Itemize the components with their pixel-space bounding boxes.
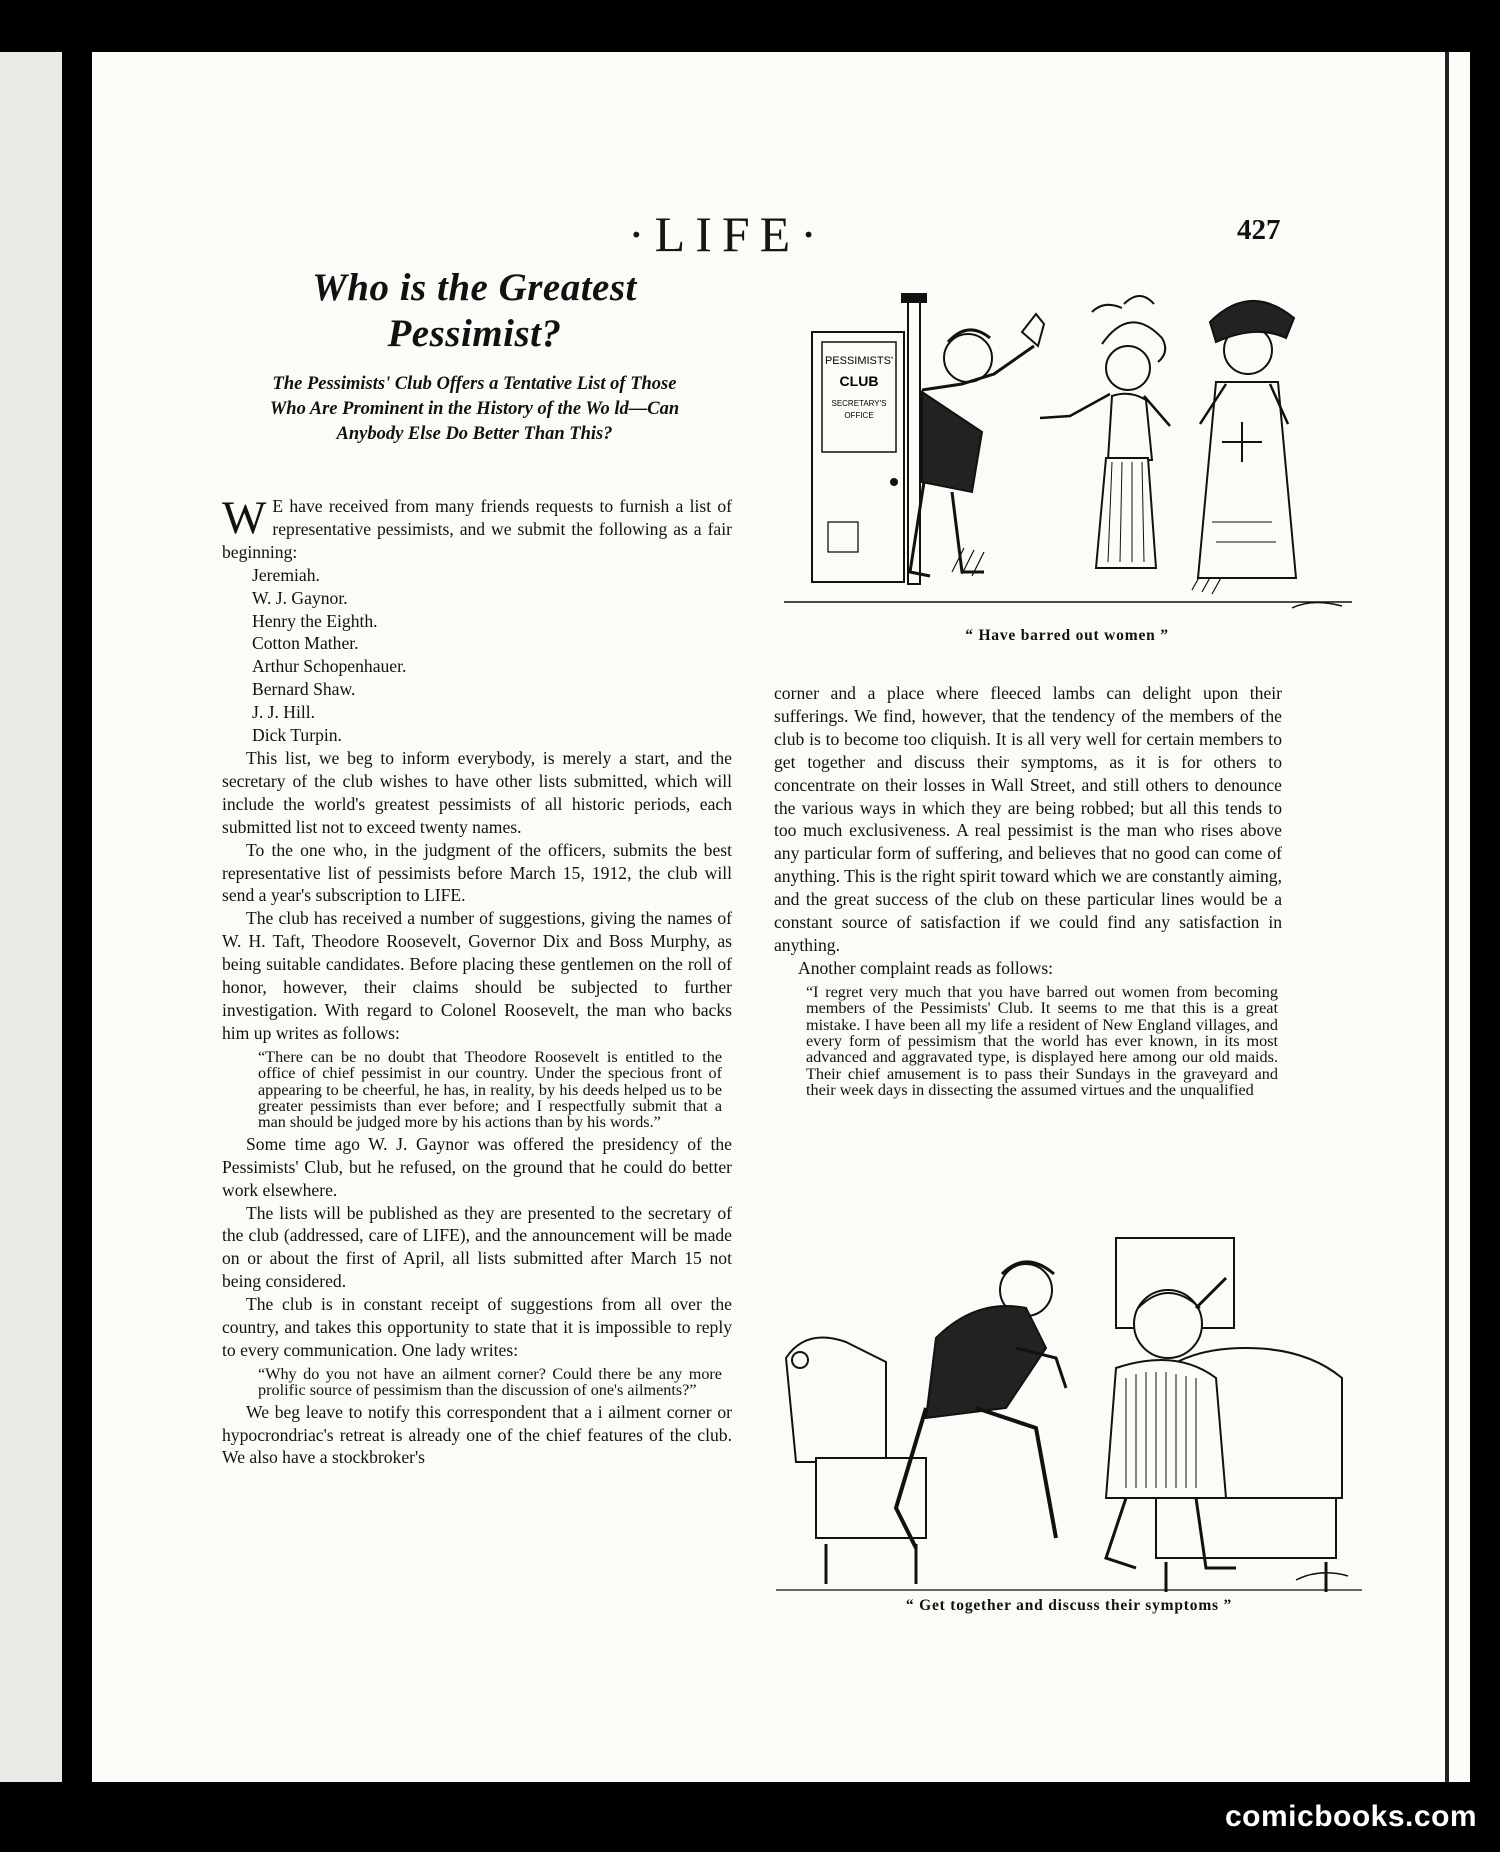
door-sign-line: PESSIMISTS' bbox=[824, 355, 894, 367]
previous-page-edge bbox=[0, 52, 62, 1782]
intro-text: E have received from many friends requests to furnish a list of representative pessimists, and we submit the following as a fair beginning: bbox=[222, 496, 732, 562]
page-edge-rule bbox=[1445, 52, 1449, 1782]
door-sign bbox=[825, 355, 893, 420]
door-sign-line: CLUB bbox=[839, 373, 879, 389]
paragraph: The club is in constant receipt of suggestions from all over the country, and takes this opportunity to state that it is impossible to reply to every communication. One lady writes: bbox=[222, 1294, 732, 1360]
drop-cap: W bbox=[222, 492, 267, 544]
masthead: ·LIFE· bbox=[628, 206, 827, 262]
paragraph: The club has received a number of suggestions, giving the names of W. H. Taft, Theodore Roosevelt, Governor Dix and Boss Murphy, as being suitable candidates. Before placing these gentlemen on the roll of honor, however, their claims should be subjected to further investigation. With regard to Colonel Roosevelt, the man who backs him up writes as follows: bbox=[222, 908, 732, 1043]
illustration-barred-women bbox=[772, 272, 1362, 622]
illustration-caption-top: “ Have barred out women ” bbox=[965, 627, 1169, 644]
artist-signature bbox=[1292, 602, 1342, 608]
list-item: W. J. Gaynor. bbox=[252, 587, 348, 608]
article-title-line-2: Pessimist? bbox=[387, 312, 562, 355]
blockquote: “I regret very much that you have barred out women from becoming members of the Pessimists' Club. It seems to me that this is a great mistake. I have been all my life a resident of New England villages, and every form of pessimism that the world has ever known, in its most advanced and aggravated type, is displayed here among our old maids. Their chief amusement is to pass their Sundays in the graveyard and their week days in dissecting the assumed virtues and the unqualified bbox=[806, 982, 1278, 1100]
list-item: J. J. Hill. bbox=[252, 702, 316, 723]
door-sign-line: SECRETARY'S bbox=[831, 399, 887, 408]
pessimist-list bbox=[252, 564, 732, 747]
paragraph: This list, we beg to inform everybody, is merely a start, and the secretary of the club wishes to have other lists submitted, which will include the world's greatest pessimists of all historic periods, each submitted list not to exceed twenty names. bbox=[222, 747, 732, 837]
list-item: Bernard Shaw. bbox=[252, 679, 356, 700]
list-item: Cotton Mather. bbox=[252, 633, 359, 654]
list-item: Henry the Eighth. bbox=[252, 610, 378, 631]
intro-paragraph bbox=[222, 492, 732, 564]
article-title-line-1: Who is the Greatest bbox=[312, 266, 637, 309]
paragraph: Some time ago W. J. Gaynor was offered the presidency of the Pessimists' Club, but he refused, on the ground that he could do better work elsewhere. bbox=[222, 1133, 732, 1200]
article-subtitle: The Pessimists' Club Offers a Tentative List of Those Who Are Prominent in the History of the Wo ld—Can Anybody Else Do Better Than This? bbox=[269, 374, 680, 444]
list-item: Jeremiah. bbox=[252, 564, 320, 585]
page-number: 427 bbox=[1237, 214, 1281, 246]
paragraph: Another complaint reads as follows: bbox=[798, 957, 1054, 978]
right-column bbox=[774, 682, 1282, 1101]
blockquote: “Why do you not have an ailment corner? Could there be any more prolific source of pessimism than the discussion of one's ailments?” bbox=[258, 1364, 722, 1400]
blockquote: “There can be no doubt that Theodore Roosevelt is entitled to the office of chief pessimist in our country. Under the specious front of appearing to be cheerful, he has, in reality, by his deeds helped us to be greater pessimists than ever before; and I respectfully submit that a man should be judged more by his actions than by his words.” bbox=[258, 1047, 722, 1132]
illustration-caption-bottom: “ Get together and discuss their symptoms ” bbox=[905, 1597, 1233, 1614]
list-item: Arthur Schopenhauer. bbox=[252, 656, 407, 677]
artist-signature bbox=[1296, 1573, 1348, 1580]
illustration-discuss-symptoms bbox=[776, 1228, 1362, 1598]
door-sign-line: OFFICE bbox=[844, 411, 874, 420]
list-item: Dick Turpin. bbox=[252, 725, 342, 746]
paragraph: We beg leave to notify this correspondent that a i ailment corner or hypocrondriac's retreat is already one of the chief features of the club. We also have a stockbroker's bbox=[222, 1401, 732, 1468]
paragraph: corner and a place where fleeced lambs can delight upon their sufferings. We find, however, that the tendency of the members of the club is to become too cliquish. It is all very well for certain members to get together and discuss their symptoms, as it is for others to concentrate on their losses in Wall Street, and still others to denounce the various ways in which they are being robbed; but all this tends to too much exclusiveness. A real pessimist is the man who rises above any particular form of suffering, and believes that no good can come of anything. This is the right spirit toward which we are constantly aiming, and the great success of the club on these particular lines would be a constant source of satisfaction if we could find any satisfaction in anything. bbox=[774, 683, 1282, 955]
article-title bbox=[262, 265, 687, 357]
paragraph: The lists will be published as they are presented to the secretary of the club (addressed, care of LIFE), and the announcement will be made on or about the first of April, all lists submitted after March 15 not being considered. bbox=[222, 1202, 732, 1292]
left-column bbox=[222, 492, 732, 1469]
paragraph: To the one who, in the judgment of the officers, submits the best representative list of pessimists before March 15, 1912, the club will send a year's subscription to LIFE. bbox=[222, 839, 732, 906]
watermark: comicbooks.com bbox=[1225, 1800, 1478, 1833]
